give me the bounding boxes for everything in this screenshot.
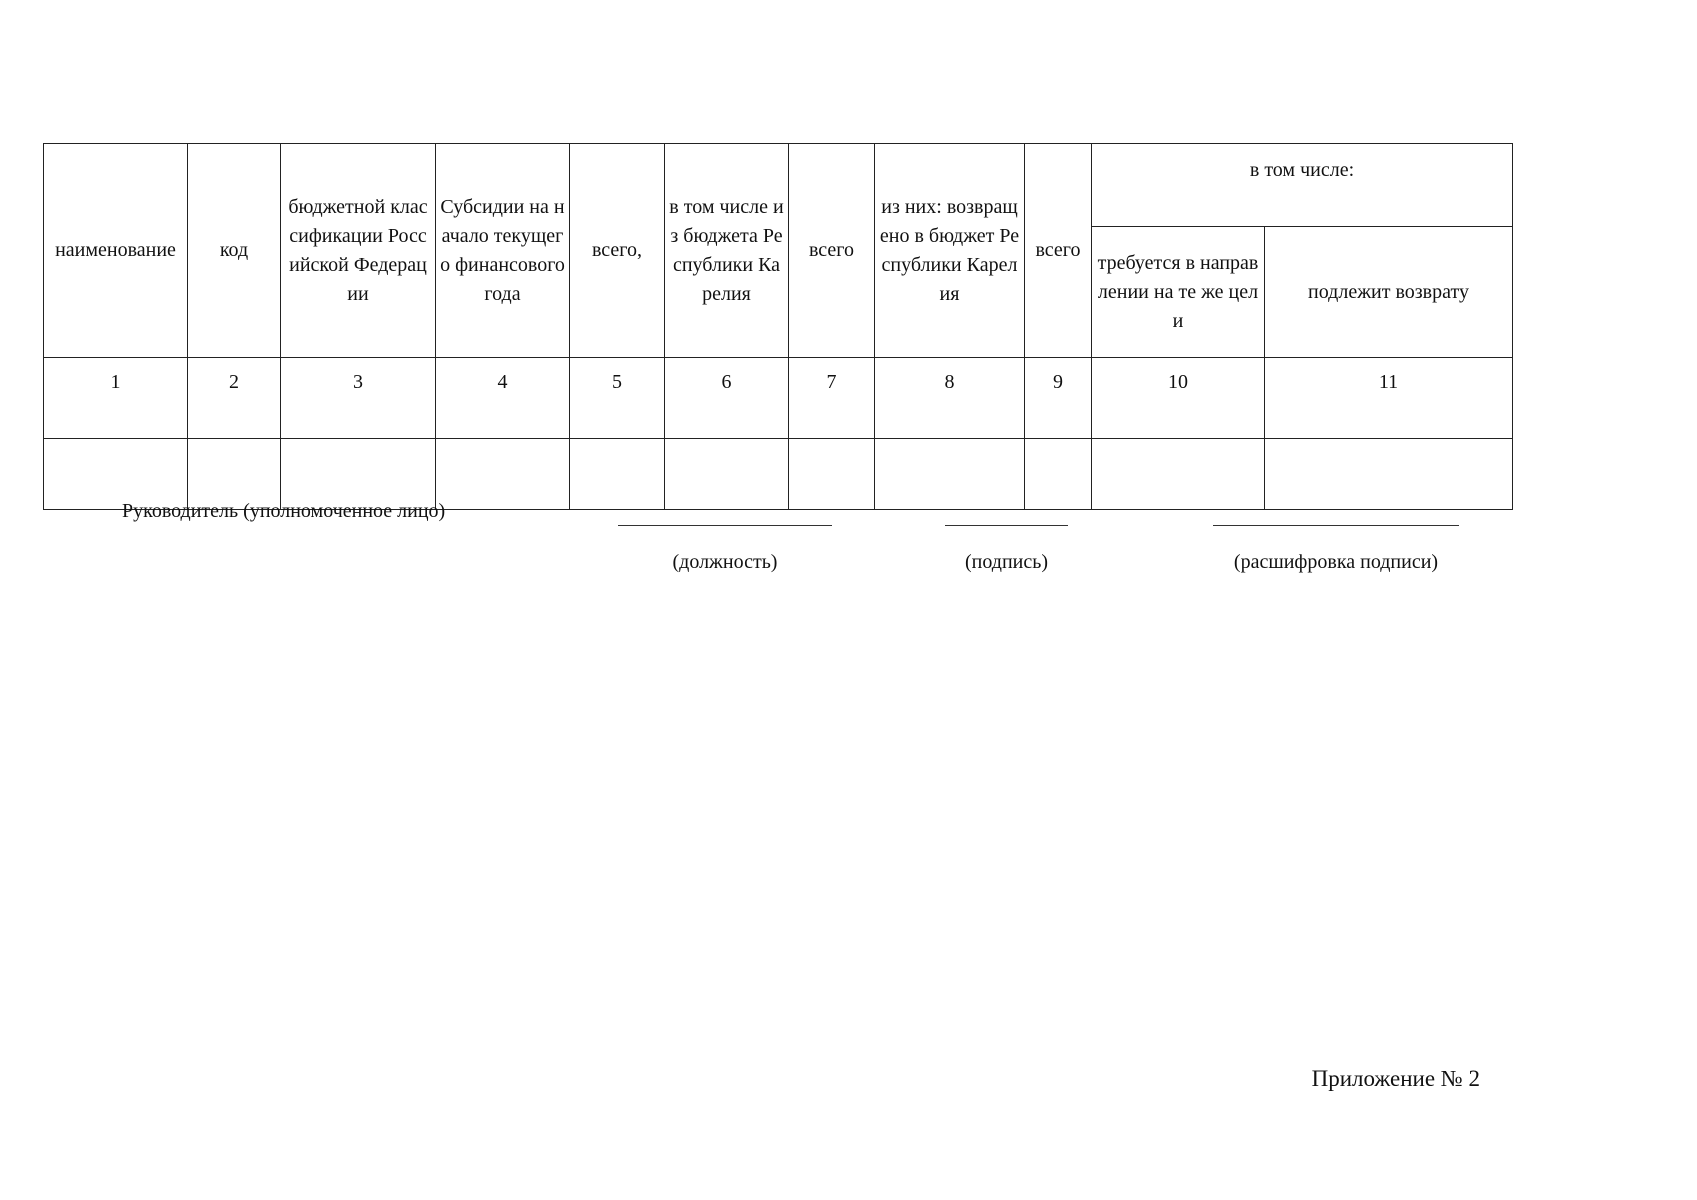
column-number: 1	[44, 358, 188, 439]
name-caption: (расшифровка подписи)	[1233, 551, 1439, 573]
empty-cell[interactable]	[1025, 439, 1092, 510]
empty-cell[interactable]	[281, 439, 436, 510]
report-table	[43, 143, 1513, 510]
signature-caption: (подпись)	[964, 551, 1049, 573]
column-number: 2	[188, 358, 281, 439]
header-row	[44, 144, 1513, 227]
header-total-used: всего	[789, 144, 875, 358]
empty-cell[interactable]	[44, 439, 188, 510]
empty-cell[interactable]	[570, 439, 665, 510]
appendix-label: Приложение № 2	[1311, 1066, 1480, 1091]
header-to-return: подлежит возврату	[1265, 227, 1513, 358]
position-line[interactable]	[618, 525, 832, 526]
header-budget-classification: бюджетной классификации Российской Федерации	[281, 144, 436, 358]
header-name: наименование	[44, 144, 188, 358]
column-number-row	[44, 358, 1513, 439]
column-number: 8	[875, 358, 1025, 439]
empty-cell[interactable]	[1265, 439, 1513, 510]
column-number: 9	[1025, 358, 1092, 439]
column-number: 6	[665, 358, 789, 439]
empty-cell[interactable]	[188, 439, 281, 510]
header-code: код	[188, 144, 281, 358]
signature-line[interactable]	[945, 525, 1068, 526]
data-entry-row	[44, 439, 1513, 510]
signature-label: Руководитель (уполномоченное лицо)	[122, 500, 446, 522]
column-number: 4	[436, 358, 570, 439]
header-group-including: в том числе:	[1092, 144, 1513, 227]
header-total-received: всего,	[570, 144, 665, 358]
empty-cell[interactable]	[789, 439, 875, 510]
header-from-republic-budget: в том числе из бюджета Республики Карелия	[665, 144, 789, 358]
header-returned-to-budget: из них: возвращено в бюджет Республики Карелия	[875, 144, 1025, 358]
header-same-purpose: требуется в направлении на те же цели	[1092, 227, 1265, 358]
empty-cell[interactable]	[875, 439, 1025, 510]
column-number: 11	[1265, 358, 1513, 439]
header-total-remaining: всего	[1025, 144, 1092, 358]
position-caption: (должность)	[672, 551, 778, 573]
column-number: 5	[570, 358, 665, 439]
column-number: 7	[789, 358, 875, 439]
empty-cell[interactable]	[665, 439, 789, 510]
column-number: 3	[281, 358, 436, 439]
empty-cell[interactable]	[1092, 439, 1265, 510]
column-number: 10	[1092, 358, 1265, 439]
name-line[interactable]	[1213, 525, 1459, 526]
header-subsidy-start: Субсидии на начало текущего финансового года	[436, 144, 570, 358]
empty-cell[interactable]	[436, 439, 570, 510]
